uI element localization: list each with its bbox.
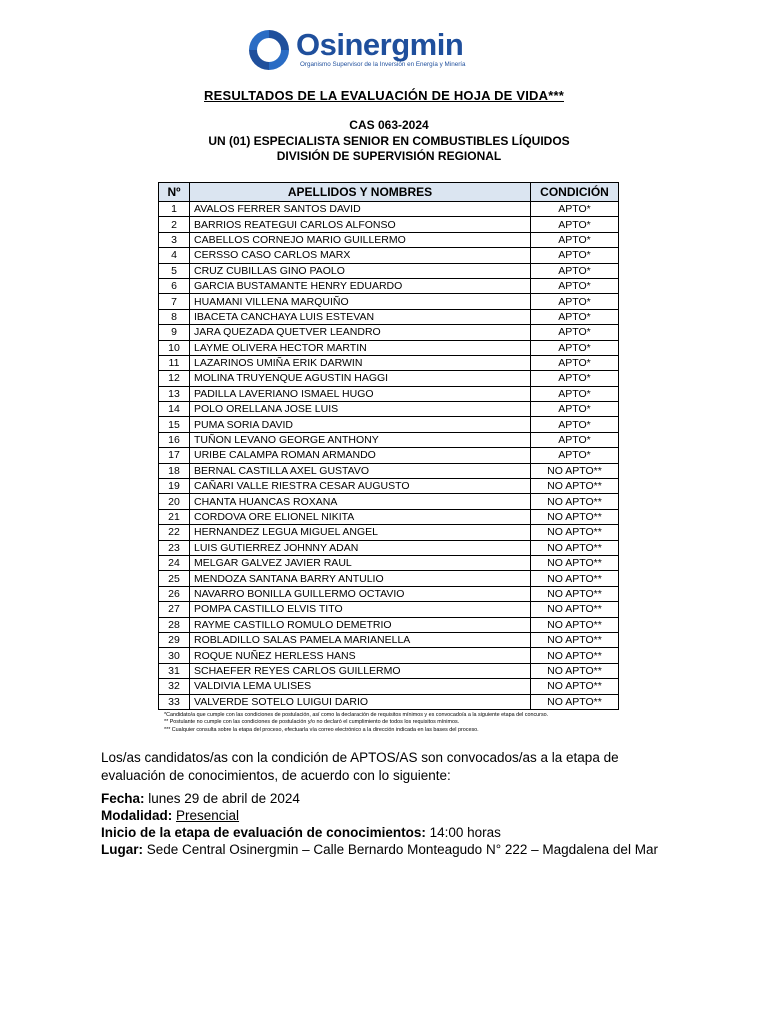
row-condition: NO APTO** [531,602,619,617]
row-number: 23 [159,540,190,555]
row-name: POLO ORELLANA JOSE LUIS [190,402,531,417]
table-row [159,340,619,355]
row-number: 2 [159,217,190,232]
subtitle-line: UN (01) ESPECIALISTA SENIOR EN COMBUSTIBLES LÍQUIDOS [208,133,570,148]
fecha-value: lunes 29 de abril de 2024 [144,791,300,806]
row-condition: NO APTO** [531,694,619,709]
row-number: 26 [159,586,190,601]
row-name: LAZARINOS UMIÑA ERIK DARWIN [190,355,531,370]
row-number: 7 [159,294,190,309]
row-condition: APTO* [531,278,619,293]
subtitle-block [0,118,768,165]
row-name: LAYME OLIVERA HECTOR MARTIN [190,340,531,355]
row-number: 16 [159,432,190,447]
row-number: 12 [159,371,190,386]
row-name: LUIS GUTIERREZ JOHNNY ADAN [190,540,531,555]
row-name: AVALOS FERRER SANTOS DAVID [190,202,531,217]
row-name: RAYME CASTILLO ROMULO DEMETRIO [190,617,531,632]
table-row [159,402,619,417]
row-condition: NO APTO** [531,632,619,647]
row-number: 24 [159,555,190,570]
table-row [159,632,619,647]
row-condition: NO APTO** [531,463,619,478]
table-row [159,432,619,447]
table-row [159,540,619,555]
row-name: CORDOVA ORE ELIONEL NIKITA [190,509,531,524]
row-name: PADILLA LAVERIANO ISMAEL HUGO [190,386,531,401]
table-row [159,263,619,278]
table-row [159,325,619,340]
row-condition: NO APTO** [531,479,619,494]
osinergmin-emblem-icon [246,26,292,74]
table-row [159,663,619,678]
table-row [159,217,619,232]
table-row [159,202,619,217]
row-name: NAVARRO BONILLA GUILLERMO OCTAVIO [190,586,531,601]
table-row [159,417,619,432]
table-row [159,448,619,463]
row-condition: APTO* [531,217,619,232]
row-number: 8 [159,309,190,324]
row-name: ROQUE NUÑEZ HERLESS HANS [190,648,531,663]
intro-paragraph: Los/as candidatos/as con la condición de APTOS/AS son convocados/as a la etapa de evaluación de conocimientos, de acuerdo con lo siguiente: [101,750,619,783]
header-condition: CONDICIÓN [531,183,619,202]
table-row [159,386,619,401]
footnote: *** Cualquier consulta sobre la etapa del proceso, efectuarla vía correo electrónico a la dirección indicada en las bases del proceso. [164,726,479,733]
row-condition: APTO* [531,263,619,278]
header-name: APELLIDOS Y NOMBRES [190,183,531,202]
row-condition: APTO* [531,248,619,263]
inicio-label: Inicio de la etapa de evaluación de conocimientos: [101,825,426,840]
footnote: *Candidato/a que cumple con las condiciones de postulación, así como la declaración de requisitos mínimos y es convocado/a a la siguiente etapa del concurso. [164,712,549,718]
row-number: 3 [159,232,190,247]
row-condition: APTO* [531,294,619,309]
row-condition: NO APTO** [531,648,619,663]
row-name: POMPA CASTILLO ELVIS TITO [190,602,531,617]
row-condition: APTO* [531,309,619,324]
row-number: 31 [159,663,190,678]
row-name: HUAMANI VILLENA MARQUIÑO [190,294,531,309]
results-table [158,182,619,710]
table-row [159,294,619,309]
table-row [159,525,619,540]
row-number: 6 [159,278,190,293]
table-row [159,232,619,247]
row-number: 15 [159,417,190,432]
row-name: MOLINA TRUYENQUE AGUSTIN HAGGI [190,371,531,386]
row-condition: NO APTO** [531,617,619,632]
row-name: BERNAL CASTILLA AXEL GUSTAVO [190,463,531,478]
row-name: IBACETA CANCHAYA LUIS ESTEVAN [190,309,531,324]
row-condition: NO APTO** [531,540,619,555]
table-row [159,494,619,509]
row-name: TUÑON LEVANO GEORGE ANTHONY [190,432,531,447]
row-condition: NO APTO** [531,509,619,524]
row-number: 21 [159,509,190,524]
row-condition: NO APTO** [531,586,619,601]
row-name: JARA QUEZADA QUETVER LEANDRO [190,325,531,340]
row-number: 29 [159,632,190,647]
row-name: VALDIVIA LEMA ULISES [190,679,531,694]
row-number: 20 [159,494,190,509]
row-condition: APTO* [531,402,619,417]
row-number: 22 [159,525,190,540]
row-number: 32 [159,679,190,694]
row-name: CERSSO CASO CARLOS MARX [190,248,531,263]
row-condition: APTO* [531,340,619,355]
detail-fecha [101,790,658,807]
row-name: MENDOZA SANTANA BARRY ANTULIO [190,571,531,586]
row-number: 10 [159,340,190,355]
table-row [159,586,619,601]
row-name: MELGAR GALVEZ JAVIER RAUL [190,555,531,570]
row-number: 14 [159,402,190,417]
row-condition: APTO* [531,386,619,401]
table-row [159,602,619,617]
row-number: 18 [159,463,190,478]
row-condition: NO APTO** [531,571,619,586]
details-block [101,790,658,858]
table-row [159,278,619,293]
fecha-label: Fecha: [101,791,145,806]
row-condition: APTO* [531,448,619,463]
row-number: 25 [159,571,190,586]
row-condition: APTO* [531,371,619,386]
row-condition: NO APTO** [531,555,619,570]
row-condition: APTO* [531,325,619,340]
row-number: 30 [159,648,190,663]
row-condition: APTO* [531,232,619,247]
row-number: 1 [159,202,190,217]
row-name: GARCIA BUSTAMANTE HENRY EDUARDO [190,278,531,293]
table-row [159,617,619,632]
footnote: ** Postulante no cumple con las condiciones de postulación y/o no declaró el cumplimiento de todos los requisitos mínimos. [164,719,460,726]
row-number: 28 [159,617,190,632]
row-condition: APTO* [531,432,619,447]
row-condition: NO APTO** [531,679,619,694]
osinergmin-logo [246,26,508,74]
detail-modalidad [101,807,658,824]
subtitle-line: DIVISIÓN DE SUPERVISIÓN REGIONAL [276,149,502,163]
logo-wordmark: Osinergmin [296,27,464,62]
table-row [159,509,619,524]
row-name: PUMA SORIA DAVID [190,417,531,432]
table-row [159,479,619,494]
row-name: ROBLADILLO SALAS PAMELA MARIANELLA [190,632,531,647]
table-row [159,648,619,663]
row-number: 9 [159,325,190,340]
header-number: Nº [159,183,190,202]
inicio-value: 14:00 horas [425,825,501,840]
footnotes [164,712,548,734]
row-condition: APTO* [531,417,619,432]
row-number: 13 [159,386,190,401]
table-row [159,571,619,586]
document-title: RESULTADOS DE LA EVALUACIÓN DE HOJA DE VIDA*** [204,88,564,103]
row-number: 33 [159,694,190,709]
table-header-row [159,183,619,202]
row-number: 5 [159,263,190,278]
subtitle-line: CAS 063-2024 [349,118,429,132]
table-row [159,355,619,370]
row-name: CRUZ CUBILLAS GINO PAOLO [190,263,531,278]
row-number: 19 [159,479,190,494]
table-row [159,371,619,386]
table-row [159,309,619,324]
row-condition: NO APTO** [531,525,619,540]
table-row [159,463,619,478]
table-row [159,694,619,709]
row-number: 11 [159,355,190,370]
row-condition: NO APTO** [531,494,619,509]
row-condition: APTO* [531,355,619,370]
row-name: CABELLOS CORNEJO MARIO GUILLERMO [190,232,531,247]
row-condition: APTO* [531,202,619,217]
row-name: CAÑARI VALLE RIESTRA CESAR AUGUSTO [190,479,531,494]
row-condition: NO APTO** [531,663,619,678]
detail-inicio [101,824,658,841]
table-row [159,679,619,694]
modalidad-label: Modalidad: [101,808,173,823]
row-name: CHANTA HUANCAS ROXANA [190,494,531,509]
row-name: BARRIOS REATEGUI CARLOS ALFONSO [190,217,531,232]
logo-tagline: Organismo Supervisor de la Inversión en Energía y Minería [300,61,466,68]
table-row [159,248,619,263]
modalidad-value: Presencial [176,808,240,823]
row-name: VALVERDE SOTELO LUIGUI DARIO [190,694,531,709]
row-number: 4 [159,248,190,263]
row-name: URIBE CALAMPA ROMAN ARMANDO [190,448,531,463]
row-name: SCHAEFER REYES CARLOS GUILLERMO [190,663,531,678]
row-number: 27 [159,602,190,617]
detail-lugar [101,841,658,858]
lugar-value: Sede Central Osinergmin – Calle Bernardo Monteagudo N° 222 – Magdalena del Mar [143,842,658,857]
table-row [159,555,619,570]
lugar-label: Lugar: [101,842,143,857]
row-name: HERNANDEZ LEGUA MIGUEL ANGEL [190,525,531,540]
row-number: 17 [159,448,190,463]
